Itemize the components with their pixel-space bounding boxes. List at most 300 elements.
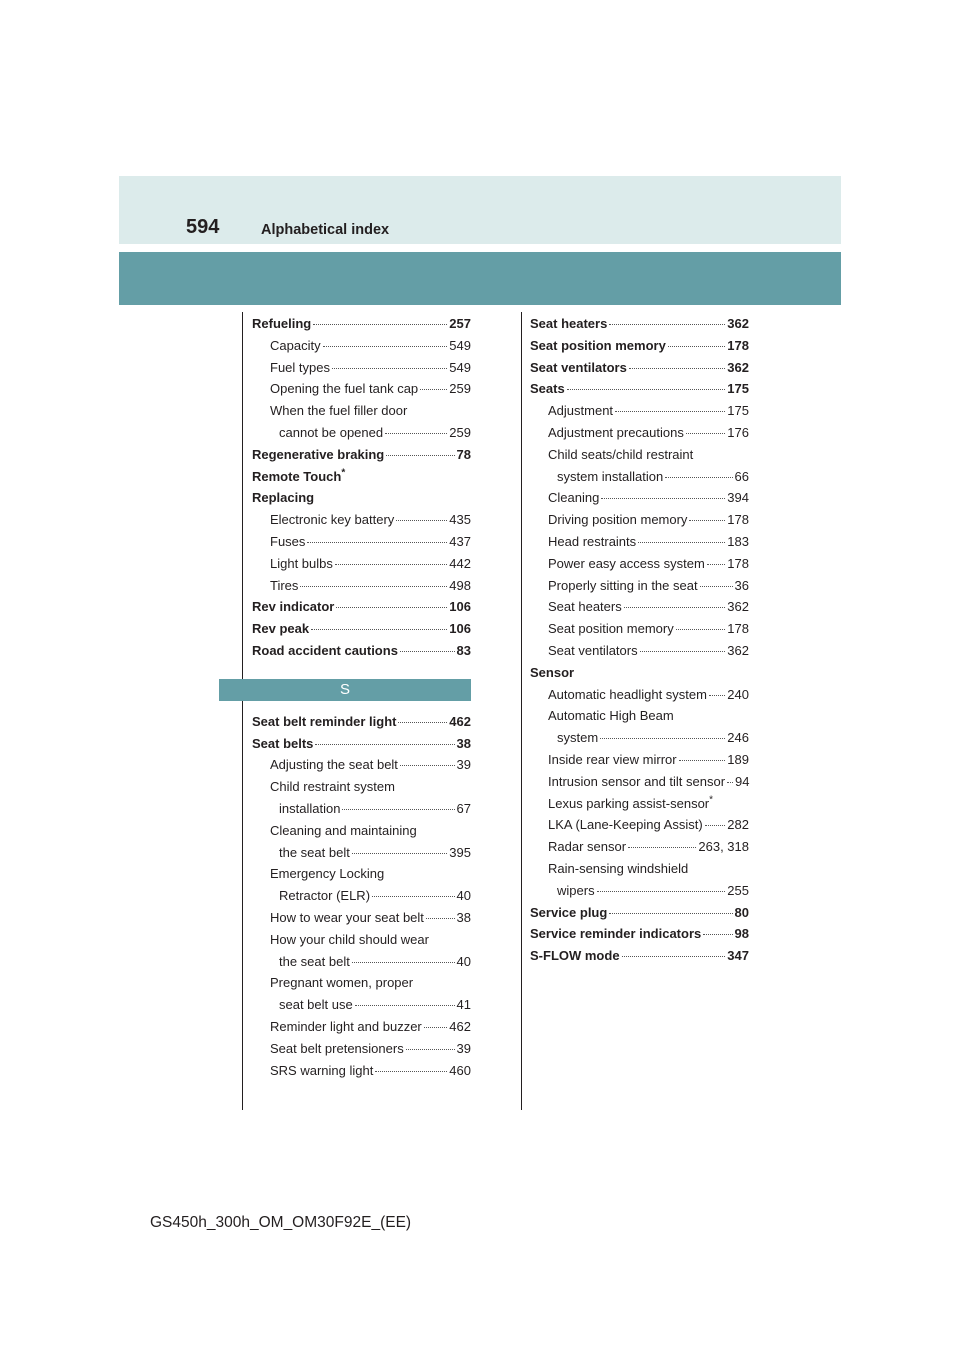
dot-leader: [622, 956, 726, 957]
index-entry: [252, 997, 471, 1019]
index-entry-label: [548, 425, 684, 440]
index-entry: [530, 599, 749, 621]
index-entry-label: [530, 905, 607, 920]
index-entry-page: 462: [449, 1018, 471, 1034]
dot-leader: [396, 520, 447, 521]
dot-leader: [597, 891, 726, 892]
index-entry-label: [548, 796, 713, 811]
index-entry: [530, 360, 749, 382]
index-entry-page: 178: [727, 337, 749, 353]
index-entry-text: Seat position memory: [548, 621, 674, 637]
index-entry-text: Inside rear view mirror: [548, 751, 677, 767]
index-entry-page: 78: [456, 446, 471, 462]
index-entry: [252, 556, 471, 578]
index-entry-text: Driving position memory: [548, 512, 688, 528]
index-entry: [252, 954, 471, 976]
index-entry-text: Power easy access system: [548, 555, 705, 571]
index-entry-label: [548, 621, 674, 636]
dot-leader: [600, 738, 725, 739]
index-entry-text: When the fuel filler door: [270, 403, 408, 419]
index-entry-label: [548, 708, 674, 723]
index-entry-page: 460: [449, 1062, 471, 1078]
index-entry: [252, 469, 471, 491]
footer-code: GS450h_300h_OM_OM30F92E_(EE): [150, 1214, 412, 1231]
dot-leader: [689, 520, 725, 521]
index-entry-text: Seat heaters: [530, 316, 608, 331]
index-entry-text: Opening the fuel tank cap: [270, 381, 419, 397]
index-entry: [530, 403, 749, 425]
letter-heading-s: S: [219, 679, 471, 701]
left-index-column: [252, 316, 471, 1084]
dot-leader: [307, 542, 447, 543]
index-entry-text: S-FLOW mode: [530, 948, 620, 964]
index-entry-label: [548, 534, 636, 549]
index-entry-label: [548, 578, 698, 593]
index-entry-text: Child seats/child restraint: [548, 446, 694, 462]
index-entry-page: 106: [449, 599, 471, 615]
index-entry-text: Remote Touch: [252, 468, 342, 484]
index-entry: [252, 1041, 471, 1063]
index-entry: [530, 512, 749, 534]
dot-leader: [400, 765, 455, 766]
dot-leader: [668, 346, 725, 347]
index-entry-text: seat belt use: [279, 997, 353, 1013]
dot-leader: [567, 389, 726, 390]
dot-leader: [315, 744, 454, 745]
dot-leader: [609, 324, 725, 325]
index-entry: [530, 926, 749, 948]
index-entry: [252, 316, 471, 338]
index-entry-page: 257: [449, 316, 471, 331]
index-entry-label: [557, 730, 598, 745]
index-entry: [252, 932, 471, 954]
index-entry-text: Lexus parking assist-sensor: [548, 795, 710, 811]
index-entry: [530, 752, 749, 774]
index-entry-page: 40: [456, 953, 471, 969]
index-entry-text: system installation: [557, 468, 664, 484]
index-entry-text: Seat heaters: [548, 599, 622, 615]
index-entry-text: Radar sensor: [548, 839, 627, 855]
index-entry: [530, 425, 749, 447]
index-entry-label: [270, 1041, 404, 1056]
index-entry-label: [279, 801, 340, 816]
dot-leader: [638, 542, 725, 543]
dot-leader: [686, 433, 725, 434]
index-entry: [252, 338, 471, 360]
index-entry-text: Seat belt reminder light: [252, 713, 397, 729]
dot-leader: [705, 825, 726, 826]
index-entry-text: Child restraint system: [270, 779, 395, 795]
index-entry-text: Service reminder indicators: [530, 926, 702, 942]
index-entry: [252, 910, 471, 932]
index-entry: [530, 687, 749, 709]
index-entry-text: Head restraints: [548, 533, 637, 549]
index-entry-label: [530, 948, 620, 963]
index-entry-text: Capacity: [270, 337, 321, 353]
index-entry: [252, 975, 471, 997]
dot-leader: [336, 607, 447, 608]
index-entry: [252, 643, 471, 665]
index-entry-label: [270, 932, 429, 947]
dot-leader: [424, 1027, 448, 1028]
dot-leader: [335, 564, 447, 565]
index-entry: [252, 736, 471, 758]
index-entry-text: Fuses: [270, 533, 306, 549]
index-entry-page: 80: [734, 904, 749, 920]
dot-leader: [398, 722, 447, 723]
index-entry: [252, 512, 471, 534]
index-entry: [530, 447, 749, 469]
index-entry-page: 38: [456, 735, 471, 751]
dot-leader: [375, 1071, 447, 1072]
index-entry: [252, 425, 471, 447]
dot-leader: [628, 847, 696, 848]
index-entry-text: Light bulbs: [270, 555, 333, 571]
index-entry-label: [530, 316, 607, 331]
index-entry: [530, 338, 749, 360]
asterisk-mark: *: [709, 794, 714, 806]
index-entry-text: Emergency Locking: [270, 866, 385, 882]
index-entry-label: [270, 403, 407, 418]
index-entry-label: [548, 774, 725, 789]
index-group-s: [252, 714, 471, 1085]
index-entry: [252, 403, 471, 425]
index-entry-page: 94: [735, 773, 750, 789]
index-entry-text: installation: [279, 800, 341, 816]
index-entry-page: 437: [449, 533, 471, 549]
index-entry-text: Rev peak: [252, 621, 310, 637]
dot-leader: [386, 455, 454, 456]
index-entry: [530, 774, 749, 796]
dot-leader: [609, 913, 732, 914]
index-entry-text: system: [557, 730, 599, 746]
index-entry-text: Rain-sensing windshield: [548, 860, 689, 876]
index-entry-label: [279, 997, 353, 1012]
index-entry: [530, 730, 749, 752]
index-entry-text: Reminder light and buzzer: [270, 1018, 422, 1034]
index-entry: [530, 490, 749, 512]
dot-leader: [355, 1005, 455, 1006]
index-entry-label: [530, 381, 565, 396]
index-entry-page: 394: [727, 490, 749, 506]
index-entry-label: [270, 975, 413, 990]
index-entry-label: [252, 736, 313, 751]
index-entry-label: [279, 425, 383, 440]
index-entry: [530, 578, 749, 600]
index-entry-label: [252, 490, 314, 505]
index-entry-page: 362: [727, 359, 749, 375]
dot-leader: [676, 629, 726, 630]
index-entry-text: Seat belts: [252, 735, 314, 751]
index-entry-label: [270, 779, 395, 794]
index-entry-label: [270, 512, 394, 527]
index-entry: [252, 888, 471, 910]
dot-leader: [426, 918, 455, 919]
index-entry-label: [548, 512, 687, 527]
index-entry-label: [270, 578, 298, 593]
index-entry-label: [548, 687, 707, 702]
index-entry-page: 40: [456, 888, 471, 904]
index-entry-label: [548, 817, 703, 832]
index-entry: [252, 1019, 471, 1041]
dot-leader: [342, 809, 454, 810]
index-entry-page: 98: [734, 926, 749, 942]
index-entry-label: [252, 714, 396, 729]
index-entry-label: [548, 861, 688, 876]
index-entry: [252, 621, 471, 643]
index-entry: [530, 469, 749, 491]
dot-leader: [313, 324, 447, 325]
index-entry-page: 395: [449, 844, 471, 860]
index-entry-text: Adjustment precautions: [548, 424, 684, 440]
index-entry-label: [530, 665, 574, 680]
index-entry: [530, 948, 749, 970]
index-entry: [252, 534, 471, 556]
index-entry-page: 362: [727, 642, 749, 658]
page-number: 594: [186, 216, 220, 238]
index-entry-page: 442: [449, 555, 471, 571]
index-entry-text: Automatic High Beam: [548, 708, 674, 724]
index-entry: [252, 714, 471, 736]
dot-leader: [640, 651, 726, 652]
dot-leader: [352, 962, 455, 963]
dot-leader: [372, 896, 455, 897]
index-entry-page: 178: [727, 512, 749, 528]
index-entry: [530, 556, 749, 578]
index-entry-page: 362: [727, 599, 749, 615]
index-entry-text: LKA (Lane-Keeping Assist): [548, 817, 703, 833]
index-entry-page: 240: [727, 686, 749, 702]
index-entry-text: the seat belt: [279, 953, 350, 969]
index-entry-text: Cleaning: [548, 490, 600, 506]
right-index-column: [530, 316, 749, 970]
index-entry: [252, 360, 471, 382]
index-entry-text: Adjustment: [548, 403, 614, 419]
index-entry-text: Road accident cautions: [252, 642, 398, 658]
index-entry-page: 259: [449, 424, 471, 440]
index-entry-text: Adjusting the seat belt: [270, 757, 398, 773]
index-entry: [252, 1063, 471, 1085]
index-entry-label: [252, 643, 398, 658]
dot-leader: [727, 782, 733, 783]
index-entry-text: cannot be opened: [279, 424, 384, 440]
index-entry-label: [548, 599, 622, 614]
index-entry-page: 189: [727, 751, 749, 767]
index-entry-label: [530, 338, 666, 353]
dot-leader: [629, 368, 725, 369]
dot-leader: [707, 564, 726, 565]
index-entry-page: 38: [456, 909, 471, 925]
header-color-band: [119, 252, 841, 305]
index-entry-page: 282: [727, 817, 749, 833]
dot-leader: [300, 586, 447, 587]
index-entry: [252, 801, 471, 823]
index-entry-text: Rev indicator: [252, 599, 335, 615]
dot-leader: [323, 346, 448, 347]
index-entry: [252, 381, 471, 403]
index-group-s-continued: [530, 316, 749, 970]
dot-leader: [385, 433, 447, 434]
dot-leader: [601, 498, 725, 499]
index-entry-page: 259: [449, 381, 471, 397]
index-entry-text: Refueling: [252, 316, 312, 331]
dot-leader: [624, 607, 726, 608]
index-entry: [252, 599, 471, 621]
index-entry: [252, 490, 471, 512]
left-column-rule: [242, 312, 243, 1110]
index-entry-label: [557, 883, 595, 898]
index-entry-page: 175: [727, 403, 749, 419]
index-entry-page: 549: [449, 359, 471, 375]
index-entry-label: [270, 338, 321, 353]
index-entry-label: [270, 1063, 373, 1078]
index-entry-label: [557, 469, 663, 484]
dot-leader: [679, 760, 726, 761]
dot-leader: [615, 411, 725, 412]
index-entry: [252, 757, 471, 779]
index-entry-page: 67: [456, 800, 471, 816]
index-entry-label: [270, 1019, 422, 1034]
index-entry-text: Pregnant women, proper: [270, 975, 414, 991]
dot-leader: [406, 1049, 455, 1050]
index-entry-label: [270, 534, 305, 549]
index-group-r: [252, 316, 471, 665]
index-entry-label: [548, 643, 638, 658]
index-entry-label: [279, 845, 350, 860]
header-top-band: [119, 176, 841, 244]
index-entry-page: 183: [727, 533, 749, 549]
index-entry-text: Seat ventilators: [548, 642, 638, 658]
index-entry-text: Replacing: [252, 490, 315, 506]
index-entry-page: 462: [449, 713, 471, 729]
index-entry-text: Automatic headlight system: [548, 686, 707, 702]
index-entry: [530, 796, 749, 818]
dot-leader: [700, 586, 733, 587]
index-entry-page: 178: [727, 555, 749, 571]
index-entry: [530, 817, 749, 839]
index-entry: [530, 665, 749, 687]
index-entry-page: 39: [456, 1040, 471, 1056]
index-entry-text: Sensor: [530, 664, 575, 680]
index-entry: [530, 621, 749, 643]
index-entry-page: 106: [449, 621, 471, 637]
index-entry-text: wipers: [557, 882, 595, 898]
index-entry-text: Seat position memory: [530, 337, 666, 353]
index-entry-page: 255: [727, 882, 749, 898]
index-entry-page: 347: [727, 948, 749, 964]
index-entry-label: [270, 381, 418, 396]
index-entry: [252, 578, 471, 600]
index-entry: [252, 823, 471, 845]
index-entry-label: [279, 888, 370, 903]
index-entry-text: Properly sitting in the seat: [548, 577, 698, 593]
dot-leader: [332, 368, 447, 369]
index-entry: [252, 779, 471, 801]
dot-leader: [400, 651, 455, 652]
index-entry-text: Electronic key battery: [270, 512, 395, 528]
index-entry-text: Regenerative braking: [252, 446, 385, 462]
index-entry-text: Intrusion sensor and tilt sensor: [548, 773, 726, 789]
right-column-rule: [521, 312, 522, 1110]
index-entry-label: [270, 866, 384, 881]
index-entry-page: 435: [449, 512, 471, 528]
index-entry-label: [279, 954, 350, 969]
index-entry-label: [548, 403, 613, 418]
index-entry: [530, 883, 749, 905]
dot-leader: [311, 629, 447, 630]
index-entry-text: How to wear your seat belt: [270, 909, 424, 925]
dot-leader: [709, 695, 725, 696]
dot-leader: [665, 477, 732, 478]
section-title: Alphabetical index: [261, 222, 390, 238]
index-entry-text: SRS warning light: [270, 1062, 374, 1078]
index-entry-text: Seat belt pretensioners: [270, 1040, 404, 1056]
index-entry: [530, 534, 749, 556]
index-entry-text: Cleaning and maintaining: [270, 822, 417, 838]
index-entry-label: [270, 910, 424, 925]
index-entry-page: 362: [727, 316, 749, 331]
index-entry-page: 175: [727, 381, 749, 397]
index-entry-label: [548, 556, 705, 571]
index-entry: [252, 866, 471, 888]
index-entry-page: 39: [456, 757, 471, 773]
index-entry-page: 498: [449, 577, 471, 593]
index-entry: [252, 845, 471, 867]
index-entry-label: [252, 316, 311, 331]
index-entry: [530, 861, 749, 883]
index-entry-page: 176: [727, 424, 749, 440]
index-entry-page: 41: [456, 997, 471, 1013]
index-entry: [530, 316, 749, 338]
index-entry-label: [548, 839, 626, 854]
index-entry-label: [530, 926, 701, 941]
index-entry-text: How your child should wear: [270, 931, 429, 947]
index-entry-label: [252, 599, 334, 614]
index-entry-text: Fuel types: [270, 359, 330, 375]
index-entry-page: 83: [456, 642, 471, 658]
index-entry-label: [270, 556, 333, 571]
index-entry-page: 549: [449, 337, 471, 353]
index-entry-label: [252, 447, 384, 462]
index-entry-page: 246: [727, 730, 749, 746]
index-entry-page: 263, 318: [698, 839, 749, 855]
index-entry: [252, 447, 471, 469]
dot-leader: [420, 389, 447, 390]
dot-leader: [703, 934, 732, 935]
index-entry-label: [530, 360, 627, 375]
dot-leader: [352, 853, 447, 854]
index-entry-text: the seat belt: [279, 844, 350, 860]
index-entry: [530, 708, 749, 730]
asterisk-mark: *: [341, 467, 346, 479]
index-entry-label: [270, 757, 398, 772]
index-entry-text: Seats: [530, 381, 565, 397]
index-entry: [530, 643, 749, 665]
index-entry-page: 36: [734, 577, 749, 593]
index-entry-label: [548, 752, 677, 767]
index-entry-text: Retractor (ELR): [279, 888, 371, 904]
index-entry: [530, 381, 749, 403]
index-entry-label: [252, 469, 345, 484]
index-entry-label: [270, 823, 417, 838]
index-entry-label: [270, 360, 330, 375]
index-entry-label: [548, 490, 599, 505]
index-entry-page: 178: [727, 621, 749, 637]
index-entry: [530, 905, 749, 927]
index-entry-label: [252, 621, 309, 636]
index-entry-label: [548, 447, 693, 462]
index-entry: [530, 839, 749, 861]
